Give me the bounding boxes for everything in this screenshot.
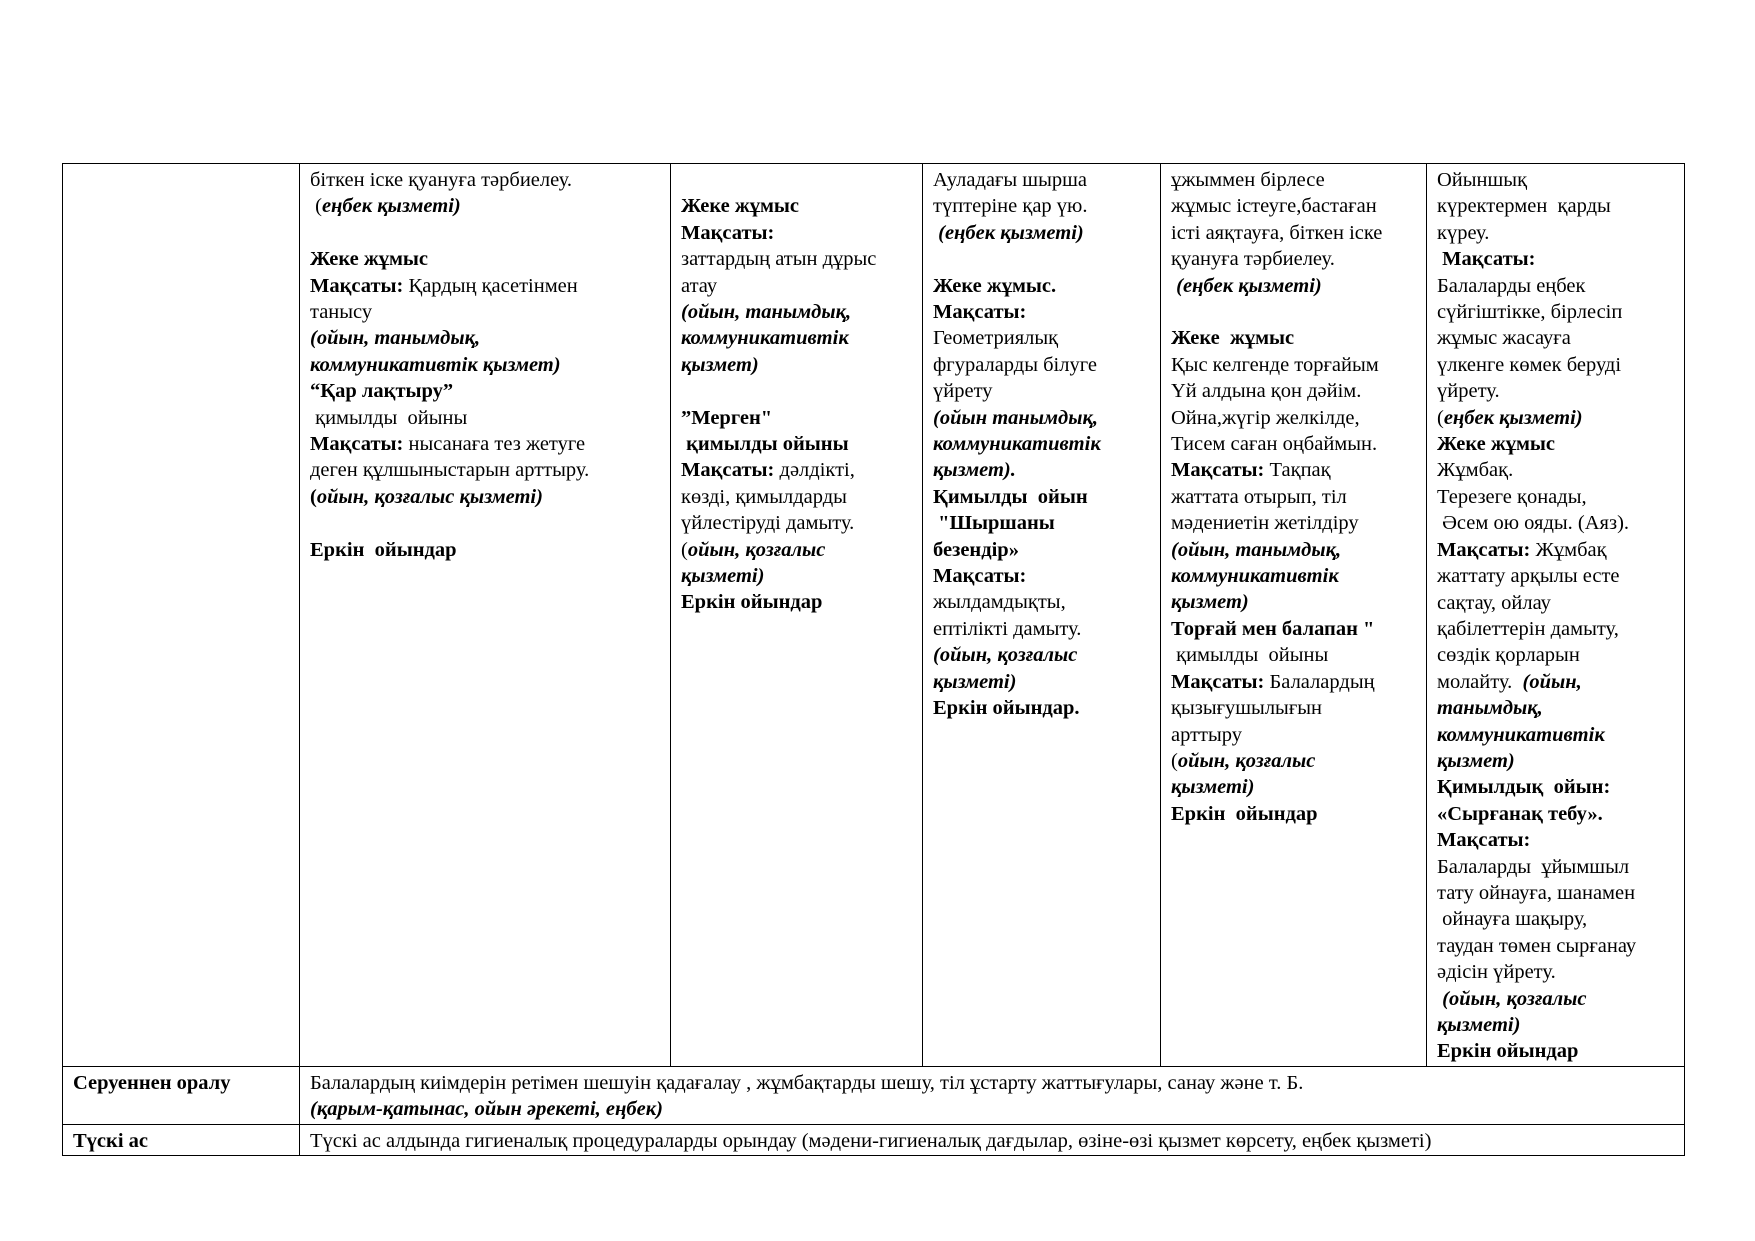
text-line [681,405,912,431]
text-line [1437,167,1674,193]
text-line [1171,563,1416,589]
text-run: фгураларды білуге [933,353,1097,376]
text-line [1171,405,1416,431]
text-run: әдісін үйрету. [1437,961,1556,984]
text-run: үлкенге көмек беруді [1437,353,1622,376]
text-line [1437,748,1674,774]
text-run: Мақсаты: [310,274,404,297]
text-line [1171,722,1416,748]
text-line [933,167,1150,193]
text-run: үйрету [933,380,993,403]
text-run: қызметі) [1437,1014,1521,1036]
text-line [681,193,912,219]
day-cell-5 [1427,164,1685,1067]
text-run: Жеке жұмыс [310,248,429,271]
text-line [1437,352,1674,378]
day-1-content [310,167,660,563]
text-run: Еркін ойындар [310,538,457,561]
text-line [310,193,660,219]
text-run: қызмет) [681,353,759,376]
lunch-content-cell [300,1124,1685,1155]
text-line [310,167,660,193]
text-run: (ойын, қозғалыс [1437,987,1587,1010]
text-run: Ойна,жүгір желкілде, [1171,406,1360,429]
text-line [1437,457,1674,483]
text-line [1171,246,1416,272]
text-run: қызмет) [1437,749,1515,772]
text-run: түптеріне қар үю. [933,195,1088,218]
return-content-cell [300,1066,1685,1124]
text-run: безендір» [933,538,1019,561]
lunch-label: Түскі ас [73,1129,149,1152]
text-run: қимылды ойыны [1171,644,1329,667]
walk-activities-row [63,164,1685,1067]
text-run: Жұмбақ. [1437,459,1514,482]
text-line [933,642,1150,668]
text-line [1437,273,1674,299]
text-run: Мақсаты: [1437,538,1531,561]
text-run: күректермен қарды [1437,195,1611,218]
text-run: Мақсаты: [310,433,404,456]
return-content [310,1070,1674,1123]
text-line [1171,325,1416,351]
text-run: жаттата отырып, тіл [1171,485,1347,508]
text-line [933,246,1150,272]
text-run: (еңбек қызметі) [933,221,1084,244]
text-run: істі аяқтауға, біткен іске [1171,221,1383,244]
text-line [933,695,1150,721]
text-line [1171,510,1416,536]
text-line [1437,933,1674,959]
text-line [310,352,660,378]
text-line [933,457,1150,483]
text-run: үйлестіруді дамыту. [681,512,855,535]
text-line [681,246,912,272]
day-cell-1 [300,164,671,1067]
text-run: (еңбек қызметі) [1171,274,1322,297]
return-label-cell [63,1066,300,1124]
text-run: "Шыршаны [933,512,1055,535]
day-5-content [1437,167,1674,1065]
text-line [933,431,1150,457]
text-line [1437,642,1674,668]
text-run: сөздік қорларын [1437,644,1580,667]
text-line [1171,167,1416,193]
text-run: қуануға тәрбиелеу. [1171,248,1335,271]
text-line [681,431,912,457]
text-run: Мақсаты: [1437,248,1536,271]
text-run: ( [310,485,317,508]
text-line [1437,246,1674,272]
text-line [310,1096,1674,1122]
text-line [933,220,1150,246]
text-line [933,405,1150,431]
text-run: Еркін ойындар [1437,1040,1579,1063]
text-run: “Қар лақтыру” [310,380,454,403]
text-line [1171,378,1416,404]
text-line [1437,590,1674,616]
text-line [1171,774,1416,800]
text-run: Мақсаты: [1171,670,1265,693]
text-line [1437,959,1674,985]
day-4-content [1171,167,1416,827]
text-run: сүйгіштікке, бірлесіп [1437,301,1623,324]
text-run: Түскі ас алдында гигиеналық процедураларды орындау (мәдени-гигиеналық дағдылар, өзіне-өзі қызмет көрсету, еңбек қызметі) [310,1129,1432,1152]
text-run: (ойын, танымдық, [310,327,481,350]
text-line [1437,669,1674,695]
text-run: коммуникативтік [681,327,849,350]
text-line [310,1128,1674,1154]
text-line [681,352,912,378]
day-2-content [681,167,912,616]
text-run: (ойын, қозғалыс [933,644,1078,667]
text-run: Жұмбақ [1530,538,1607,561]
text-line [933,484,1150,510]
text-run: Үй алдына қон дәйім. [1171,380,1362,403]
text-run: қызметі) [681,565,765,588]
text-run: Тақпақ [1264,459,1331,482]
text-run: сақтау, ойлау [1437,591,1551,614]
text-run: еңбек қызметі) [321,195,461,218]
text-line [681,299,912,325]
text-run: ойнауға шақыру, [1437,908,1588,931]
day-cell-2 [671,164,923,1067]
text-run: ( [310,195,322,218]
text-line [933,537,1150,563]
text-run: (қарым-қатынас, ойын әрекеті, еңбек) [310,1098,663,1121]
text-line [310,220,660,246]
text-line [1437,431,1674,457]
text-run: Қимылдық ойын: [1437,776,1611,799]
text-run: үйрету. [1437,380,1500,403]
text-line [681,167,912,193]
text-line [1437,563,1674,589]
text-line [1171,801,1416,827]
text-run: тату ойнауға, шанамен [1437,881,1636,904]
text-line [1171,220,1416,246]
text-line [1171,352,1416,378]
text-line [310,484,660,510]
text-line [1437,722,1674,748]
text-run: ойын, қозғалыс [1177,749,1316,772]
text-line [681,537,912,563]
text-line [933,563,1150,589]
text-line [1171,299,1416,325]
text-run: мәдениетін жетілдіру [1171,512,1359,535]
text-line [1171,484,1416,510]
text-line [1437,299,1674,325]
text-run: атау [681,274,718,297]
text-run: дәлдікті, [774,459,855,482]
text-run: қабілеттерін дамыту, [1437,617,1619,640]
day-3-content [933,167,1150,722]
text-line [681,563,912,589]
text-run: Балалардың [1264,670,1375,693]
text-line [1437,774,1674,800]
text-run: таудан төмен сырғанау [1437,934,1637,957]
text-run: Жеке жұмыс [1437,433,1556,456]
return-label: Серуеннен оралу [73,1071,231,1094]
text-run: ұжыммен бірлесе [1171,169,1325,191]
text-run: Мақсаты: [933,565,1027,588]
text-run: деген құлшыныстарын арттыру. [310,459,590,482]
text-run: заттардың атын дұрыс [681,248,877,271]
text-run: Жеке жұмыс [1171,327,1295,350]
text-line [310,537,660,563]
text-line [681,510,912,536]
text-line [681,378,912,404]
text-line [1437,405,1674,431]
text-run: (ойын танымдық, [933,406,1098,429]
text-line [310,431,660,457]
text-line [1437,986,1674,1012]
text-line [1437,325,1674,351]
text-run: Балаларды ұйымшыл [1437,855,1630,878]
text-line [1171,589,1416,615]
text-line [310,325,660,351]
return-from-walk-row [63,1066,1685,1124]
text-line [933,378,1150,404]
text-line [310,510,660,536]
text-run: Мақсаты: [681,221,775,244]
lunch-content [310,1128,1674,1154]
text-run: ептілікті дамыту. [933,617,1082,640]
text-line [1171,669,1416,695]
text-run: танымдық, [1437,697,1543,720]
text-line [1171,695,1416,721]
text-run: ойын, қозғалыс [687,538,826,561]
text-line [933,299,1150,325]
text-line [1171,616,1416,642]
text-run: ( [1437,406,1444,429]
text-line [933,510,1150,536]
text-run: қимылды ойыны [681,433,849,456]
row-label-cell [63,164,300,1067]
text-run: Қимылды ойын [933,485,1088,508]
text-line [1437,695,1674,721]
text-line [681,484,912,510]
text-run: Терезеге қонады, [1437,485,1587,508]
text-line [310,457,660,483]
text-line [1437,193,1674,219]
text-run: қызмет). [933,459,1016,482]
text-run: Ауладағы шырша [933,169,1087,191]
text-run: Торғай мен балапан " [1171,617,1375,640]
text-run: ( [681,538,688,561]
text-run: Геометриялық [933,327,1059,350]
text-line [933,669,1150,695]
text-run: қызметі) [1171,776,1255,799]
text-line [1437,854,1674,880]
text-line [310,1070,1674,1096]
text-run: (ойын, танымдық, [681,301,852,324]
text-run: Балалардың киімдерін ретімен шешуін қадағалау , жұмбақтарды шешу, тіл ұстарту жаттығулары, санау және т. Б. [310,1071,1304,1094]
text-run: коммуникативтік қызмет) [310,353,561,376]
text-run: «Сырғанақ тебу». [1437,802,1603,825]
text-line [1437,537,1674,563]
text-run: қызметі) [933,670,1017,693]
text-line [1437,880,1674,906]
text-line [1171,457,1416,483]
text-line [310,299,660,325]
text-run: Жеке жұмыс. [933,274,1057,297]
text-line [1437,616,1674,642]
lunch-label-cell [63,1124,300,1155]
text-run: Ойыншық [1437,169,1528,191]
text-run: Балаларды еңбек [1437,274,1586,297]
text-line [933,589,1150,615]
text-run: Мақсаты: [1437,829,1531,852]
text-line [933,193,1150,219]
text-run: Мақсаты: [681,459,775,482]
text-line [933,325,1150,351]
text-line [1437,1012,1674,1038]
text-line [1437,827,1674,853]
text-line [1171,537,1416,563]
text-run: Еркін ойындар [681,591,823,614]
text-run: жаттату арқылы есте [1437,565,1620,588]
text-line [933,352,1150,378]
text-line [681,273,912,299]
text-run: жұмыс істеуге,бастаған [1171,195,1377,218]
text-run: ( [1171,749,1178,772]
text-line [681,457,912,483]
text-line [310,405,660,431]
text-run: еңбек қызметі) [1443,406,1583,429]
text-run: Мақсаты: [933,301,1027,324]
day-cell-3 [923,164,1161,1067]
schedule-table [62,163,1685,1156]
text-line [933,273,1150,299]
text-line [1171,642,1416,668]
text-run: біткен іске қуануға тәрбиелеу. [310,169,573,191]
text-line [1437,220,1674,246]
text-line [681,220,912,246]
text-line [1171,193,1416,219]
text-line [681,589,912,615]
text-line [1171,431,1416,457]
text-run: жұмыс жасауға [1437,327,1571,350]
text-run: молайту. [1437,670,1523,693]
text-run: Еркін ойындар [1171,802,1318,825]
text-run: қызығушылығын [1171,697,1322,720]
text-line [310,378,660,404]
text-run: Қардың қасетінмен [403,274,578,297]
text-run: коммуникативтік [1171,565,1339,588]
text-line [681,325,912,351]
text-run: Мақсаты: [1171,459,1265,482]
text-line [1437,801,1674,827]
text-run: қимылды ойыны [310,406,468,429]
text-line [1437,378,1674,404]
text-run: танысу [310,301,373,324]
text-run: арттыру [1171,723,1242,746]
text-line [310,246,660,272]
text-run: ”Мерген" [681,406,773,429]
text-run: ойын, қозғалыс қызметі) [316,485,543,508]
text-run: Еркін ойындар. [933,697,1080,720]
text-run: (ойын, [1522,670,1582,693]
text-run: қызмет) [1171,591,1249,614]
text-run: күреу. [1437,221,1490,244]
text-run: нысанаға тез жетуге [403,433,586,456]
text-line [1437,1038,1674,1064]
day-cell-4 [1161,164,1427,1067]
text-line [1437,906,1674,932]
text-run: Тисем саған оңбаймын. [1171,433,1378,456]
text-run: (ойын, танымдық, [1171,538,1342,561]
text-run: коммуникативтік [933,433,1101,456]
text-line [1171,748,1416,774]
text-line [1171,273,1416,299]
text-line [933,616,1150,642]
text-run: коммуникативтік [1437,723,1605,746]
text-run: Қыс келгенде торғайым [1171,353,1379,376]
text-run: жылдамдықты, [933,591,1066,614]
text-line [1437,510,1674,536]
lunch-row [63,1124,1685,1155]
text-line [1437,484,1674,510]
text-run: Жеке жұмыс [681,195,800,218]
text-line [310,273,660,299]
text-run: көзді, қимылдарды [681,485,847,508]
text-run: Әсем ою ояды. (Аяз). [1437,512,1630,535]
